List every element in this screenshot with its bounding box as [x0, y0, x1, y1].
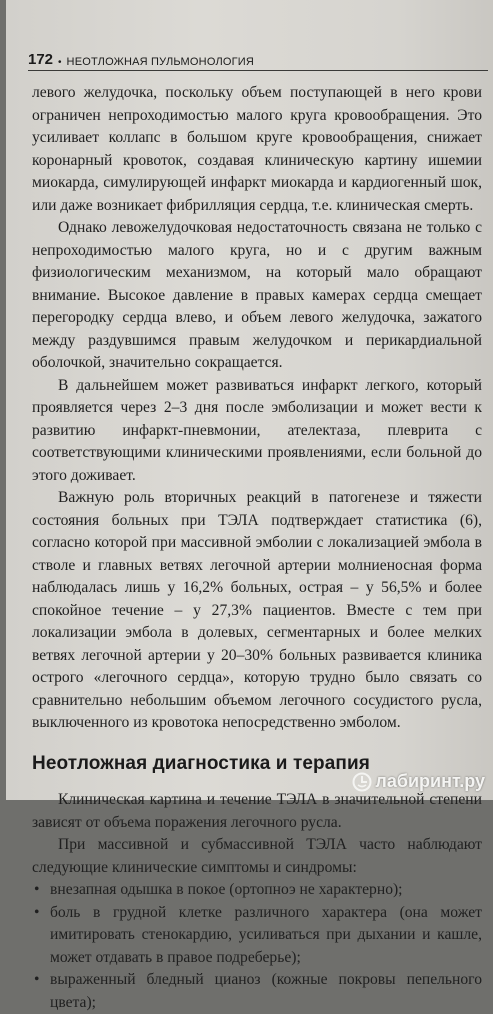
- labirint-logo-icon: [352, 772, 372, 792]
- list-item: • внезапная одышка в покое (ортопноэ не характерно);: [32, 879, 482, 902]
- list-item: • боль в грудной клетке различного характера (она может имитировать стенокардию, усиливаться при дыхании и кашле, может отдавать в правое подреберье);: [32, 902, 482, 970]
- running-header: [28, 46, 488, 71]
- paragraph: При массивной и субмассивной ТЭЛА часто наблюдают следующие клинические симптомы и синдромы:: [32, 836, 482, 876]
- watermark-text: лабиринт.ру: [375, 771, 485, 791]
- header-separator: •: [58, 57, 62, 68]
- paragraph: Клиническая картина и течение ТЭЛА в значительной степени зависят от объема поражения легочного русла.: [32, 791, 482, 831]
- paragraph-continued: левого желудочка, поскольку объем поступающей в него крови ограничен непроходимостью малого круга кровообращения. Это усиливает коллапс в большом круге кровообращения, снижает коронарный кровоток, создавая клиническую картину ишемии миокарда, симулирующей инфаркт миокарда и кардиогенный шок, или даже возникает фибрилляция сердца, т.е. клиническая смерть.: [32, 84, 482, 214]
- page-content: [32, 82, 482, 1014]
- symptom-list: [32, 879, 482, 1014]
- section-heading: Неотложная диагностика и терапия: [32, 752, 370, 774]
- watermark: [352, 771, 485, 792]
- paragraph: Важную роль вторичных реакций в патогенезе и тяжести состояния больных при ТЭЛА подтверждает статистика (6), согласно которой при массивной эмболии с локализацией эмбола в стволе и главных ветвях легочной артерии молниеносная форма наблюдалась лишь у 16,2% больных, острая – у 56,5% и более спокойное течение – у 27,3% пациентов. Вместе с тем при локализации эмбола в долевых, сегментарных и более мелких ветвях легочной артерии у 20–30% больных развивается клиника острого «легочного сердца», которую трудно было связать со сравнительно небольшим объемом легочного сосудистого русла, выключенного из кровотока непосредственно эмболом.: [32, 489, 482, 731]
- book-page: [6, 0, 493, 1011]
- paragraph: Однако левожелудочковая недостаточность связана не только с непроходимостью малого круга, но и с другим важным физиологическим механизмом, на который мало обращают внимание. Высокое давление в правых камерах сердца смещает перегородку сердца влево, и объем левого желудочка, зажатого между раздувшимся правым желудочком и перикардиальной оболочкой, значительно сокращается.: [32, 219, 482, 371]
- page-number: 172: [28, 51, 54, 68]
- list-item: • выраженный бледный цианоз (кожные покровы пепельного цвета);: [32, 969, 482, 1014]
- paragraph: В дальнейшем может развиваться инфаркт легкого, который проявляется через 2–3 дня после эмболизации и может вести к развитию инфаркт-пневмонии, ателектаза, плеврита с соответствующими клиническими проявлениями, если больной до этого доживает.: [32, 376, 482, 484]
- running-title: НЕОТЛОЖНАЯ ПУЛЬМОНОЛОГИЯ: [66, 56, 255, 68]
